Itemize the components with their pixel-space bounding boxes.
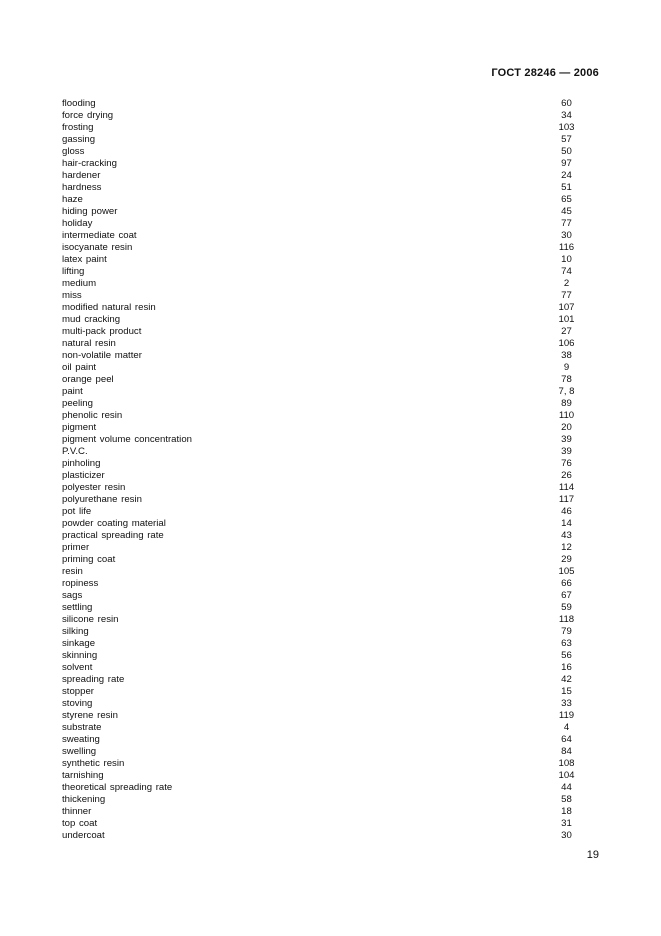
index-entry: [62, 818, 591, 830]
index-term: isocyanate resin: [62, 242, 133, 253]
index-entry: [62, 266, 591, 278]
index-term: orange peel: [62, 374, 114, 385]
index-page-ref: 59: [561, 602, 572, 613]
index-entry: [62, 158, 591, 170]
index-term: frosting: [62, 122, 94, 133]
index-page-ref: 58: [561, 794, 572, 805]
index-page-ref: 114: [558, 482, 575, 493]
index-term: lifting: [62, 266, 85, 277]
index-page-ref: 30: [561, 230, 572, 241]
index-term: multi-pack product: [62, 326, 142, 337]
index-page-ref: 24: [561, 170, 572, 181]
index-entry: [62, 662, 591, 674]
index-term: natural resin: [62, 338, 116, 349]
index-term: silicone resin: [62, 614, 119, 625]
index-term: medium: [62, 278, 97, 289]
index-page-ref: 56: [561, 650, 572, 661]
index-term: plasticizer: [62, 470, 105, 481]
index-entry: [62, 494, 591, 506]
index-entry: [62, 794, 591, 806]
index-entry: [62, 566, 591, 578]
index-entry: [62, 602, 591, 614]
index-page-ref: 34: [561, 110, 572, 121]
index-page-ref: 97: [561, 158, 572, 169]
index-term: settling: [62, 602, 93, 613]
term-index-list: [62, 98, 591, 842]
index-entry: [62, 254, 591, 266]
index-entry: [62, 122, 591, 134]
index-entry: [62, 542, 591, 554]
index-term: gassing: [62, 134, 96, 145]
index-entry: [62, 482, 591, 494]
index-term: ropiness: [62, 578, 99, 589]
index-page-ref: 26: [561, 470, 572, 481]
index-term: stopper: [62, 686, 94, 697]
index-term: thickening: [62, 794, 106, 805]
index-term: pigment volume concentration: [62, 434, 192, 445]
index-term: primer: [62, 542, 90, 553]
index-page-ref: 39: [561, 446, 572, 457]
index-page-ref: 18: [561, 806, 572, 817]
index-page-ref: 43: [561, 530, 572, 541]
index-page-ref: 89: [561, 398, 572, 409]
index-page-ref: 65: [561, 194, 572, 205]
index-page-ref: 45: [561, 206, 572, 217]
index-term: sags: [62, 590, 83, 601]
index-term: pot life: [62, 506, 92, 517]
index-term: swelling: [62, 746, 97, 757]
index-entry: [62, 614, 591, 626]
index-term: oil paint: [62, 362, 97, 373]
index-entry: [62, 698, 591, 710]
index-entry: [62, 434, 591, 446]
index-term: undercoat: [62, 830, 105, 841]
index-entry: [62, 758, 591, 770]
index-page-ref: 107: [558, 302, 575, 313]
index-entry: [62, 734, 591, 746]
index-page-ref: 2: [563, 278, 570, 289]
index-page-ref: 4: [563, 722, 570, 733]
index-term: top coat: [62, 818, 98, 829]
index-term: powder coating material: [62, 518, 166, 529]
index-term: solvent: [62, 662, 93, 673]
index-page-ref: 57: [561, 134, 572, 145]
index-page-ref: 42: [561, 674, 572, 685]
index-page-ref: 77: [561, 218, 572, 229]
index-entry: [62, 98, 591, 110]
index-term: phenolic resin: [62, 410, 123, 421]
index-term: stoving: [62, 698, 93, 709]
index-entry: [62, 422, 591, 434]
index-entry: [62, 338, 591, 350]
index-entry: [62, 170, 591, 182]
index-term: intermediate coat: [62, 230, 137, 241]
index-entry: [62, 278, 591, 290]
index-term: non-volatile matter: [62, 350, 142, 361]
index-entry: [62, 626, 591, 638]
index-page-ref: 46: [561, 506, 572, 517]
index-term: tarnishing: [62, 770, 104, 781]
index-page-ref: 38: [561, 350, 572, 361]
index-page-ref: 39: [561, 434, 572, 445]
document-header: ГОСТ 28246 — 2006: [491, 67, 599, 79]
index-entry: [62, 302, 591, 314]
index-page-ref: 108: [558, 758, 575, 769]
index-term: skinning: [62, 650, 98, 661]
index-page-ref: 33: [561, 698, 572, 709]
index-page-ref: 31: [561, 818, 572, 829]
index-page-ref: 106: [558, 338, 575, 349]
index-entry: [62, 782, 591, 794]
index-page-ref: 66: [561, 578, 572, 589]
index-page-ref: 77: [561, 290, 572, 301]
index-entry: [62, 194, 591, 206]
index-page-ref: 14: [561, 518, 572, 529]
index-term: peeling: [62, 398, 93, 409]
index-entry: [62, 830, 591, 842]
index-page-ref: 63: [561, 638, 572, 649]
index-entry: [62, 230, 591, 242]
index-entry: [62, 518, 591, 530]
index-page-ref: 51: [561, 182, 572, 193]
index-entry: [62, 134, 591, 146]
index-term: modified natural resin: [62, 302, 156, 313]
index-term: practical spreading rate: [62, 530, 164, 541]
index-term: mud cracking: [62, 314, 121, 325]
index-page-ref: 117: [558, 494, 575, 505]
index-term: pinholing: [62, 458, 101, 469]
index-term: gloss: [62, 146, 85, 157]
index-term: flooding: [62, 98, 96, 109]
index-entry: [62, 362, 591, 374]
index-page-ref: 15: [561, 686, 572, 697]
index-entry: [62, 326, 591, 338]
index-term: theoretical spreading rate: [62, 782, 173, 793]
index-term: hardness: [62, 182, 102, 193]
index-term: resin: [62, 566, 83, 577]
index-entry: [62, 674, 591, 686]
index-term: synthetic resin: [62, 758, 125, 769]
index-page-ref: 29: [561, 554, 572, 565]
index-entry: [62, 410, 591, 422]
index-entry: [62, 506, 591, 518]
index-term: substrate: [62, 722, 102, 733]
index-entry: [62, 206, 591, 218]
index-page-ref: 74: [561, 266, 572, 277]
index-term: polyurethane resin: [62, 494, 142, 505]
index-page-ref: 7, 8: [558, 386, 575, 397]
index-page-ref: 103: [558, 122, 575, 133]
index-page-ref: 60: [561, 98, 572, 109]
index-entry: [62, 686, 591, 698]
index-page-ref: 67: [561, 590, 572, 601]
index-page-ref: 101: [558, 314, 575, 325]
index-page-ref: 64: [561, 734, 572, 745]
index-entry: [62, 110, 591, 122]
index-page-ref: 84: [561, 746, 572, 757]
index-entry: [62, 554, 591, 566]
index-page-ref: 50: [561, 146, 572, 157]
index-term: haze: [62, 194, 83, 205]
index-term: latex paint: [62, 254, 107, 265]
index-term: force drying: [62, 110, 114, 121]
index-entry: [62, 218, 591, 230]
index-term: holiday: [62, 218, 93, 229]
index-page-ref: 104: [558, 770, 575, 781]
index-term: hiding power: [62, 206, 118, 217]
index-entry: [62, 638, 591, 650]
index-entry: [62, 770, 591, 782]
index-term: pigment: [62, 422, 97, 433]
index-page-ref: 16: [561, 662, 572, 673]
index-term: sinkage: [62, 638, 96, 649]
index-entry: [62, 182, 591, 194]
index-term: thinner: [62, 806, 92, 817]
index-entry: [62, 242, 591, 254]
index-term: miss: [62, 290, 82, 301]
index-page-ref: 44: [561, 782, 572, 793]
index-page-ref: 12: [561, 542, 572, 553]
index-page-ref: 110: [558, 410, 575, 421]
index-entry: [62, 314, 591, 326]
index-entry: [62, 470, 591, 482]
index-page-ref: 10: [561, 254, 572, 265]
index-entry: [62, 722, 591, 734]
index-entry: [62, 386, 591, 398]
index-page-ref: 79: [561, 626, 572, 637]
index-entry: [62, 290, 591, 302]
index-term: silking: [62, 626, 89, 637]
index-page-ref: 9: [563, 362, 570, 373]
index-entry: [62, 398, 591, 410]
index-page-ref: 76: [561, 458, 572, 469]
index-entry: [62, 458, 591, 470]
index-term: P.V.C.: [62, 446, 88, 457]
index-page-ref: 78: [561, 374, 572, 385]
index-entry: [62, 350, 591, 362]
index-entry: [62, 446, 591, 458]
index-term: hair-cracking: [62, 158, 117, 169]
index-page-ref: 105: [558, 566, 575, 577]
index-entry: [62, 650, 591, 662]
index-entry: [62, 806, 591, 818]
index-term: spreading rate: [62, 674, 125, 685]
index-term: hardener: [62, 170, 101, 181]
index-page-ref: 30: [561, 830, 572, 841]
index-entry: [62, 590, 591, 602]
index-entry: [62, 530, 591, 542]
index-term: polyester resin: [62, 482, 126, 493]
index-entry: [62, 746, 591, 758]
index-term: priming coat: [62, 554, 116, 565]
index-entry: [62, 374, 591, 386]
index-page-ref: 119: [558, 710, 575, 721]
index-page-ref: 118: [558, 614, 575, 625]
index-entry: [62, 578, 591, 590]
index-page-ref: 20: [561, 422, 572, 433]
index-page-ref: 116: [558, 242, 575, 253]
index-term: paint: [62, 386, 83, 397]
index-entry: [62, 146, 591, 158]
index-page-ref: 27: [561, 326, 572, 337]
index-term: styrene resin: [62, 710, 118, 721]
index-term: sweating: [62, 734, 100, 745]
index-entry: [62, 710, 591, 722]
page-number: 19: [586, 849, 599, 861]
